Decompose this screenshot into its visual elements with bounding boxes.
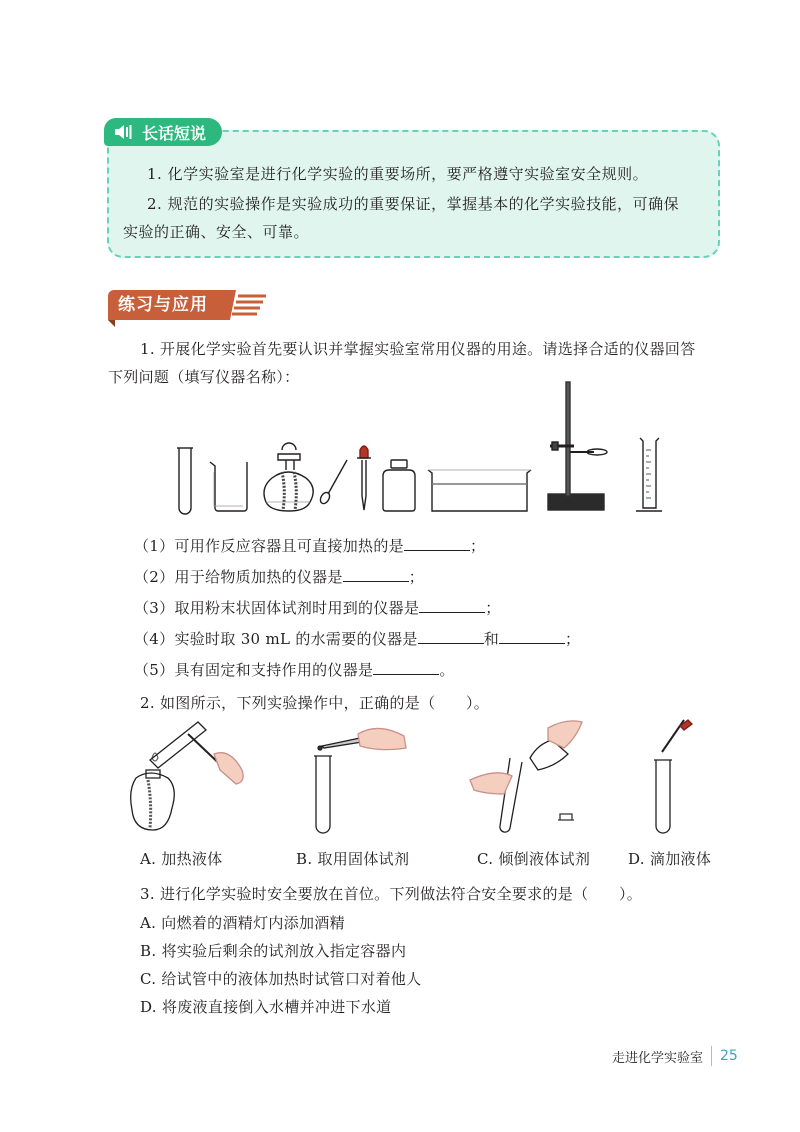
q2-option-b[interactable]: B. 取用固体试剂 bbox=[296, 850, 410, 868]
water-trough-icon bbox=[428, 470, 531, 511]
beaker-icon bbox=[210, 462, 247, 511]
q3-option-a[interactable]: A. 向燃着的酒精灯内添加酒精 bbox=[140, 914, 345, 932]
answer-blank[interactable] bbox=[499, 627, 565, 644]
heading-stripes-icon bbox=[230, 290, 270, 320]
q2-option-a[interactable]: A. 加热液体 bbox=[140, 850, 223, 868]
q3-option-b[interactable]: B. 将实验后剩余的试剂放入指定容器内 bbox=[140, 942, 407, 960]
dropper-icon bbox=[357, 446, 371, 510]
answer-blank[interactable] bbox=[343, 565, 409, 582]
q3-text: 3. 进行化学实验时安全要放在首位。下列做法符合安全要求的是（ ）。 bbox=[140, 885, 643, 903]
summary-point-2-line-1: 2. 规范的实验操作是实验成功的重要保证，掌握基本的化学实验技能，可确保 bbox=[147, 195, 680, 213]
summary-title: 长话短说 bbox=[142, 123, 207, 143]
footer-divider bbox=[711, 1046, 712, 1066]
q1-sub-5: （5）具有固定和支持作用的仪器是 。 bbox=[134, 657, 455, 683]
q1-sub-4: （4）实验时取 30 mL 的水需要的仪器是 和 ； bbox=[134, 626, 580, 652]
iron-stand-icon bbox=[548, 382, 607, 510]
q1-line-1: 1. 开展化学实验首先要认识并掌握实验室常用仪器的用途。请选择合适的仪器回答 bbox=[140, 340, 696, 358]
graduated-cylinder-icon bbox=[636, 438, 662, 511]
chapter-title: 走进化学实验室 bbox=[612, 1050, 704, 1066]
summary-point-1: 1. 化学实验室是进行化学实验的重要场所，要严格遵守实验室安全规则。 bbox=[147, 165, 649, 183]
section-heading bbox=[108, 290, 268, 328]
summary-point-2-line-2: 实验的正确、安全、可靠。 bbox=[123, 223, 310, 241]
answer-blank[interactable] bbox=[418, 627, 484, 644]
summary-tab bbox=[104, 118, 222, 146]
pouring-liquid-icon bbox=[470, 721, 582, 832]
answer-blank[interactable] bbox=[373, 658, 439, 675]
alcohol-lamp-icon bbox=[264, 443, 313, 511]
q2-option-d[interactable]: D. 滴加液体 bbox=[628, 850, 712, 868]
q1-sub-2: （2）用于给物质加热的仪器是 ； bbox=[134, 564, 424, 590]
operations-row bbox=[128, 718, 728, 838]
heating-liquid-icon bbox=[131, 722, 243, 830]
page-number: 25 bbox=[720, 1048, 738, 1064]
taking-solid-reagent-icon bbox=[314, 728, 406, 833]
summary-box bbox=[107, 130, 720, 258]
answer-blank[interactable] bbox=[419, 596, 485, 613]
reagent-bottle-icon bbox=[383, 460, 415, 511]
q2-text: 2. 如图所示，下列实验操作中，正确的是（ ）。 bbox=[140, 694, 490, 712]
q1-sub-3: （3）取用粉末状固体试剂时用到的仪器是 ； bbox=[134, 595, 501, 621]
page-footer bbox=[612, 1046, 738, 1066]
speaker-icon bbox=[114, 124, 136, 140]
q3-option-c[interactable]: C. 给试管中的液体加热时试管口对着他人 bbox=[140, 970, 422, 988]
spatula-icon bbox=[319, 460, 347, 505]
test-tube-icon bbox=[177, 448, 193, 514]
q1-line-2: 下列问题（填写仪器名称）： bbox=[108, 368, 300, 386]
apparatus-row bbox=[170, 380, 670, 516]
q1-sub-1: （1）可用作反应容器且可直接加热的是 ； bbox=[134, 533, 485, 559]
q2-option-c[interactable]: C. 倾倒液体试剂 bbox=[477, 850, 591, 868]
section-title: 练习与应用 bbox=[108, 290, 230, 320]
dropping-liquid-icon bbox=[654, 720, 692, 833]
q3-option-d[interactable]: D. 将废液直接倒入水槽并冲进下水道 bbox=[140, 998, 392, 1016]
answer-blank[interactable] bbox=[404, 534, 470, 551]
